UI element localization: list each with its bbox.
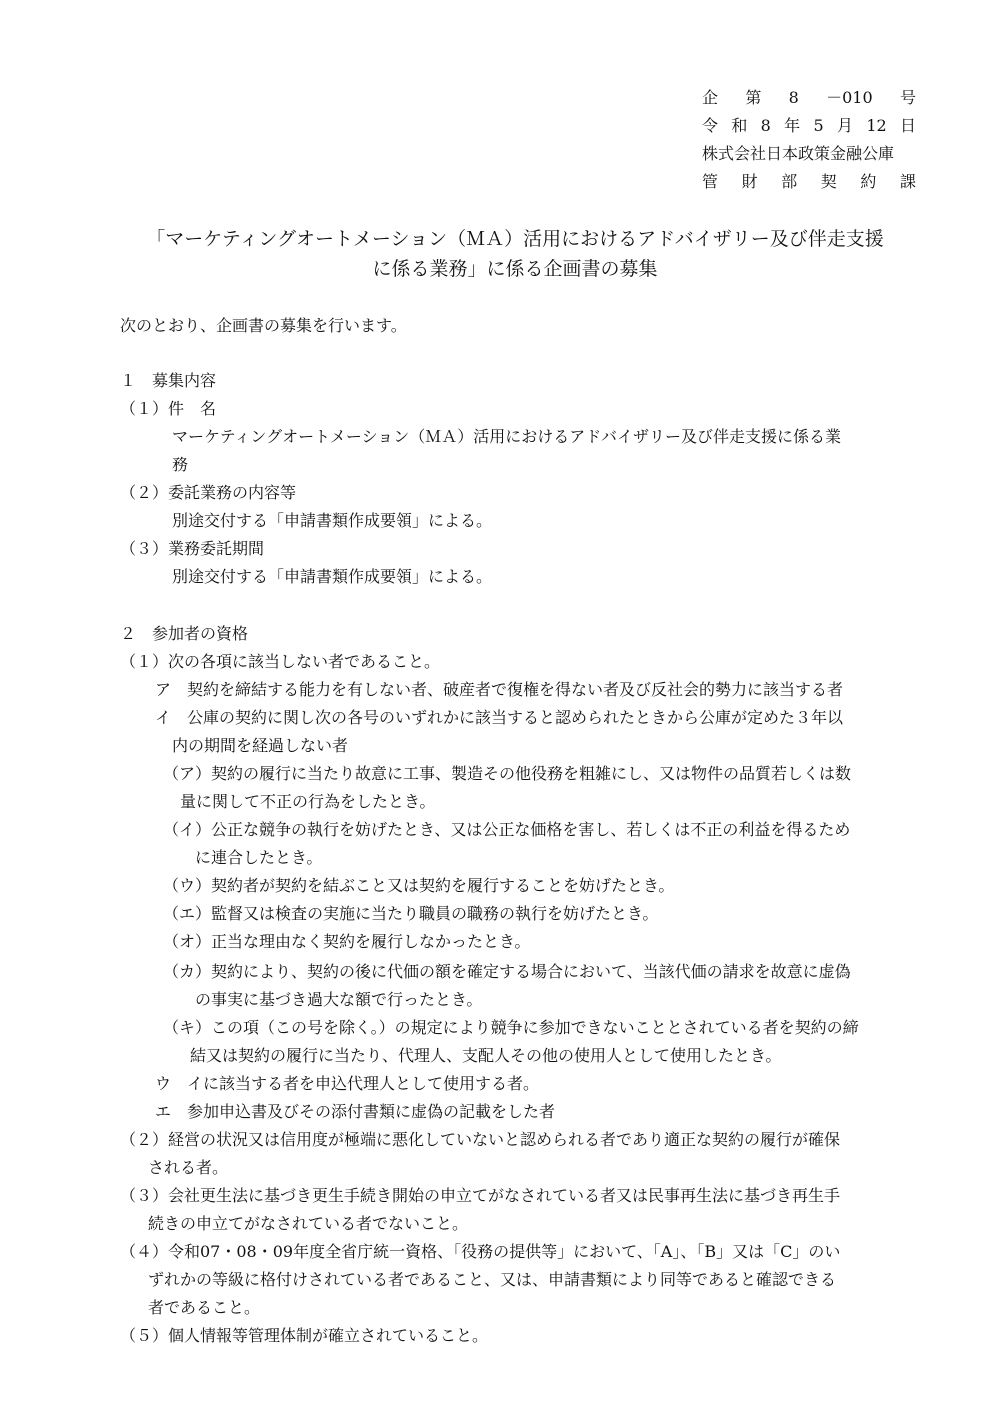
- section-1-item-3-label: （３）業務委託期間: [120, 539, 265, 558]
- clause-u: （ウ）契約者が契約を結ぶこと又は契約を履行することを妨げたとき。: [163, 876, 675, 895]
- qualification-1-i-cont: 内の期間を経過しない者: [172, 736, 349, 755]
- title-line-1: 「マーケティングオートメーション（ＭＡ）活用におけるアドバイザリー及び伴走支援: [146, 228, 884, 250]
- section-1-item-2-label: （２）委託業務の内容等: [120, 483, 297, 502]
- qualification-2: （２）経営の状況又は信用度が極端に悪化していないと認められる者であり適正な契約の履行が確保: [120, 1130, 841, 1149]
- section-2-heading: ２ 参加者の資格: [120, 624, 249, 643]
- qualification-1: （１）次の各項に該当しない者であること。: [120, 652, 441, 671]
- section-1-item-2-text: 別途交付する「申請書類作成要領」による。: [172, 511, 493, 530]
- qualification-3: （３）会社更生法に基づき更生手続き開始の申立てがなされている者又は民事再生法に基づき再生手: [120, 1186, 841, 1205]
- clause-e: （エ）監督又は検査の実施に当たり職員の職務の執行を妨げたとき。: [163, 904, 659, 923]
- document-header: [702, 84, 916, 196]
- qualification-4: （４）令和07・08・09年度全省庁統一資格、「役務の提供等」において、「A」、「B」又は「C」のい: [120, 1242, 841, 1261]
- clause-ki-cont: 結又は契約の履行に当たり、代理人、支配人その他の使用人として使用したとき。: [190, 1046, 782, 1065]
- qualification-5: （５）個人情報等管理体制が確立されていること。: [120, 1326, 489, 1345]
- clause-a-cont: 量に関して不正の行為をしたとき。: [180, 792, 436, 811]
- section-1-item-1-label: （１）件 名: [120, 399, 217, 418]
- issuer-organization: 株式会社日本政策金融公庫: [702, 144, 895, 163]
- title-line-2: に係る業務」に係る企画書の募集: [372, 258, 658, 280]
- qualification-1-u: ウ イに該当する者を申込代理人として使用する者。: [155, 1074, 540, 1093]
- qualification-4-cont-2: 者であること。: [148, 1298, 261, 1317]
- qualification-3-cont: 続きの申立てがなされている者でないこと。: [148, 1214, 469, 1233]
- clause-ka: （カ）契約により、契約の後に代価の額を確定する場合において、当該代価の請求を故意に虚偽: [163, 962, 851, 981]
- document-title: [90, 224, 940, 284]
- qualification-4-cont-1: ずれかの等級に格付けされている者であること、又は、申請書類により同等であると確認できる: [148, 1270, 837, 1289]
- qualification-1-a: ア 契約を締結する能力を有しない者、破産者で復権を得ない者及び反社会的勢力に該当する者: [155, 680, 844, 699]
- qualification-2-cont: される者。: [148, 1158, 229, 1177]
- section-1-item-1-text: マーケティングオートメーション（ＭＡ）活用におけるアドバイザリー及び伴走支援に係る業: [172, 427, 841, 446]
- clause-ka-cont: の事実に基づき過大な額で行ったとき。: [195, 990, 483, 1009]
- section-1-item-3-text: 別途交付する「申請書類作成要領」による。: [172, 567, 493, 586]
- section-1-heading: １ 募集内容: [120, 371, 217, 390]
- issuer-department: 管 財 部 契 約 課: [702, 172, 916, 191]
- section-1-item-1-text-cont: 務: [172, 455, 189, 474]
- clause-o: （オ）正当な理由なく契約を履行しなかったとき。: [163, 932, 531, 951]
- qualification-1-i: イ 公庫の契約に関し次の各号のいずれかに該当すると認められたときから公庫が定めた３年以: [155, 708, 844, 727]
- document-date: 令 和 8 年 5 月 12 日: [702, 116, 916, 135]
- clause-ki: （キ）この項（この号を除く。）の規定により競争に参加できないこととされている者を契約の締: [163, 1018, 859, 1037]
- intro-text: 次のとおり、企画書の募集を行います。: [120, 316, 407, 335]
- document-number: 企 第 8 －010 号: [702, 88, 916, 107]
- qualification-1-e: エ 参加申込書及びその添付書類に虚偽の記載をした者: [155, 1102, 556, 1121]
- clause-a: （ア）契約の履行に当たり故意に工事、製造その他役務を粗雑にし、又は物件の品質若しくは数: [163, 764, 852, 783]
- clause-i: （イ）公正な競争の執行を妨げたとき、又は公正な価格を害し、若しくは不正の利益を得るため: [163, 820, 851, 839]
- clause-i-cont: に連合したとき。: [195, 848, 323, 867]
